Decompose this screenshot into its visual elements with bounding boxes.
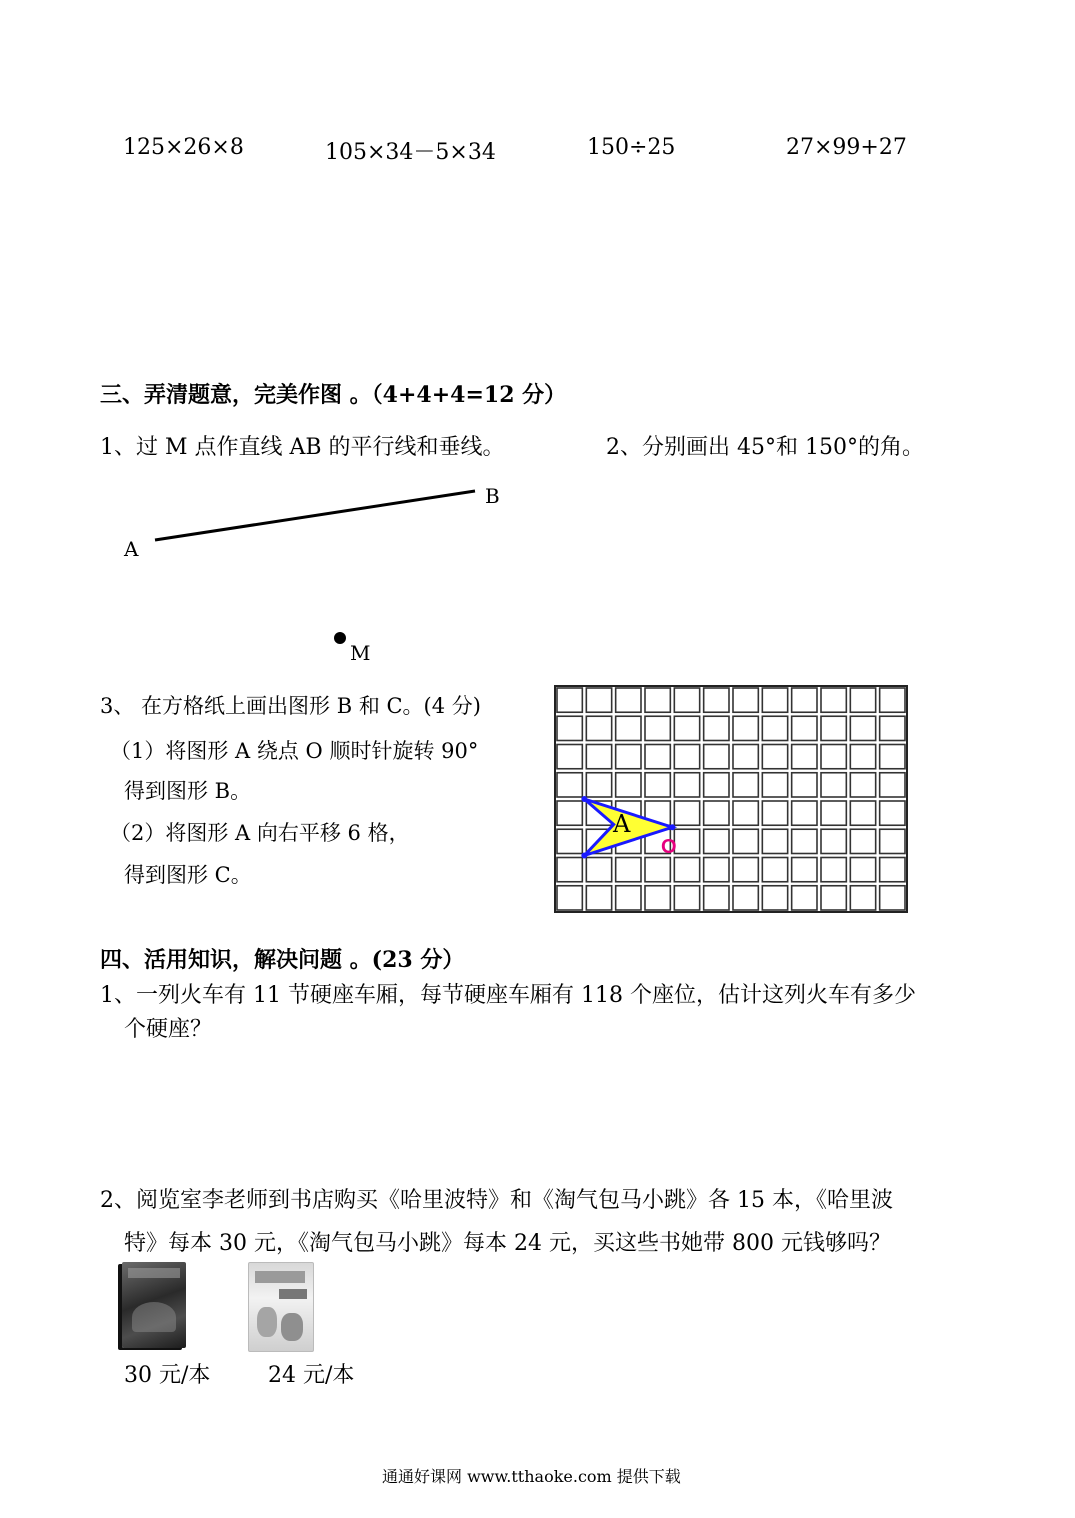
grid-cell	[821, 801, 846, 825]
grid-cell	[733, 886, 758, 910]
grid-cell	[850, 886, 875, 910]
grid-cell	[616, 858, 641, 882]
point-o-label: O	[661, 836, 677, 858]
expression-2: 105×34－5×34	[325, 140, 496, 165]
grid-cell	[880, 716, 905, 740]
grid-cell	[704, 886, 729, 910]
grid-cell	[733, 801, 758, 825]
section3-heading: 三、弄清题意，完美作图 。（4+4+4=12 分）	[100, 382, 567, 408]
grid-cell	[792, 688, 817, 712]
grid-cell	[792, 829, 817, 853]
grid-cell	[733, 858, 758, 882]
grid-cell	[674, 858, 699, 882]
point-a-label: A	[124, 537, 139, 561]
line-ab	[0, 0, 1075, 700]
shape-a-label: A	[613, 810, 631, 838]
grid-cell	[880, 773, 905, 797]
grid-cell	[821, 773, 846, 797]
grid-cell	[674, 801, 699, 825]
shape-a-vertex	[581, 796, 587, 802]
grid-cell	[880, 886, 905, 910]
grid-cell	[850, 858, 875, 882]
grid-cell	[557, 886, 582, 910]
grid-cell	[616, 886, 641, 910]
section4-q1-line1: 1、一列火车有 11 节硬座车厢，每节硬座车厢有 118 个座位，估计这列火车有多少	[100, 983, 916, 1008]
grid-cell	[762, 886, 787, 910]
grid-cell	[792, 801, 817, 825]
section4-q2-line1: 2、阅览室李老师到书店购买《哈里波特》和《淘气包马小跳》各 15 本，《哈里波	[100, 1188, 893, 1213]
harry-potter-book-cover	[122, 1262, 186, 1348]
section4-q1-line2: 个硬座？	[124, 1017, 213, 1042]
grid-cell	[850, 716, 875, 740]
shape-a	[553, 684, 753, 804]
grid-cell	[821, 886, 846, 910]
grid-cell	[880, 829, 905, 853]
grid-cell	[762, 858, 787, 882]
grid-cell	[821, 829, 846, 853]
price-naughty-boy: 24 元/本	[268, 1363, 355, 1388]
grid-cell	[821, 745, 846, 769]
grid-cell	[733, 829, 758, 853]
grid-cell	[880, 858, 905, 882]
grid-cell	[645, 858, 670, 882]
grid-cell	[704, 829, 729, 853]
grid-cell	[880, 745, 905, 769]
grid-cell	[674, 829, 699, 853]
grid-cell	[762, 688, 787, 712]
shape-a-vertex	[581, 853, 587, 859]
grid-cell	[850, 688, 875, 712]
grid-cell	[762, 801, 787, 825]
grid-cell	[821, 716, 846, 740]
section3-q3-item1-line2: 得到图形 B。	[124, 779, 252, 803]
grid-cell	[704, 801, 729, 825]
grid-cell	[674, 886, 699, 910]
naughty-boy-book-cover	[248, 1262, 314, 1352]
point-b-label: B	[485, 484, 500, 508]
section3-q1: 1、过 M 点作直线 AB 的平行线和垂线。	[100, 435, 505, 460]
section3-q3-title: 3、 在方格纸上画出图形 B 和 C。(4 分)	[100, 694, 481, 718]
grid-cell	[762, 773, 787, 797]
grid-cell	[880, 688, 905, 712]
grid-cell	[792, 858, 817, 882]
grid-cell	[850, 829, 875, 853]
grid-cell	[762, 745, 787, 769]
grid-cell	[645, 886, 670, 910]
grid-cell	[762, 829, 787, 853]
section4-heading: 四、活用知识，解决问题 。(23 分）	[100, 947, 465, 973]
grid-cell	[850, 745, 875, 769]
grid-cell	[586, 858, 611, 882]
grid-cell	[704, 858, 729, 882]
grid-cell	[821, 858, 846, 882]
expression-1: 125×26×8	[123, 135, 244, 160]
grid-cell	[792, 886, 817, 910]
point-m-label: M	[350, 641, 371, 665]
grid-cell	[792, 745, 817, 769]
expression-3: 150÷25	[587, 135, 676, 160]
grid-cell	[557, 829, 582, 853]
grid-cell	[792, 716, 817, 740]
section4-q2-line2: 特》每本 30 元，《淘气包马小跳》每本 24 元，买这些书她带 800 元钱够吗？	[124, 1231, 891, 1256]
grid-cell	[850, 773, 875, 797]
grid-cell	[762, 716, 787, 740]
footer-text: 通通好课网 www.tthaoke.com 提供下载	[382, 1467, 681, 1486]
grid-cell	[557, 801, 582, 825]
grid-cell	[880, 801, 905, 825]
section3-q3-item2-line1: （2）将图形 A 向右平移 6 格，	[110, 821, 410, 845]
section3-q3-item1-line1: （1）将图形 A 绕点 O 顺时针旋转 90°	[110, 739, 479, 763]
section3-q3-item2-line2: 得到图形 C。	[124, 863, 252, 887]
grid-cell	[586, 886, 611, 910]
grid-cell	[792, 773, 817, 797]
grid-cell	[850, 801, 875, 825]
section3-q2: 2、分别画出 45°和 150°的角。	[606, 435, 924, 460]
shape-a-vertex	[669, 824, 675, 830]
grid-cell	[821, 688, 846, 712]
grid-cell	[557, 858, 582, 882]
expression-4: 27×99+27	[786, 135, 907, 160]
price-harry-potter: 30 元/本	[124, 1363, 211, 1388]
